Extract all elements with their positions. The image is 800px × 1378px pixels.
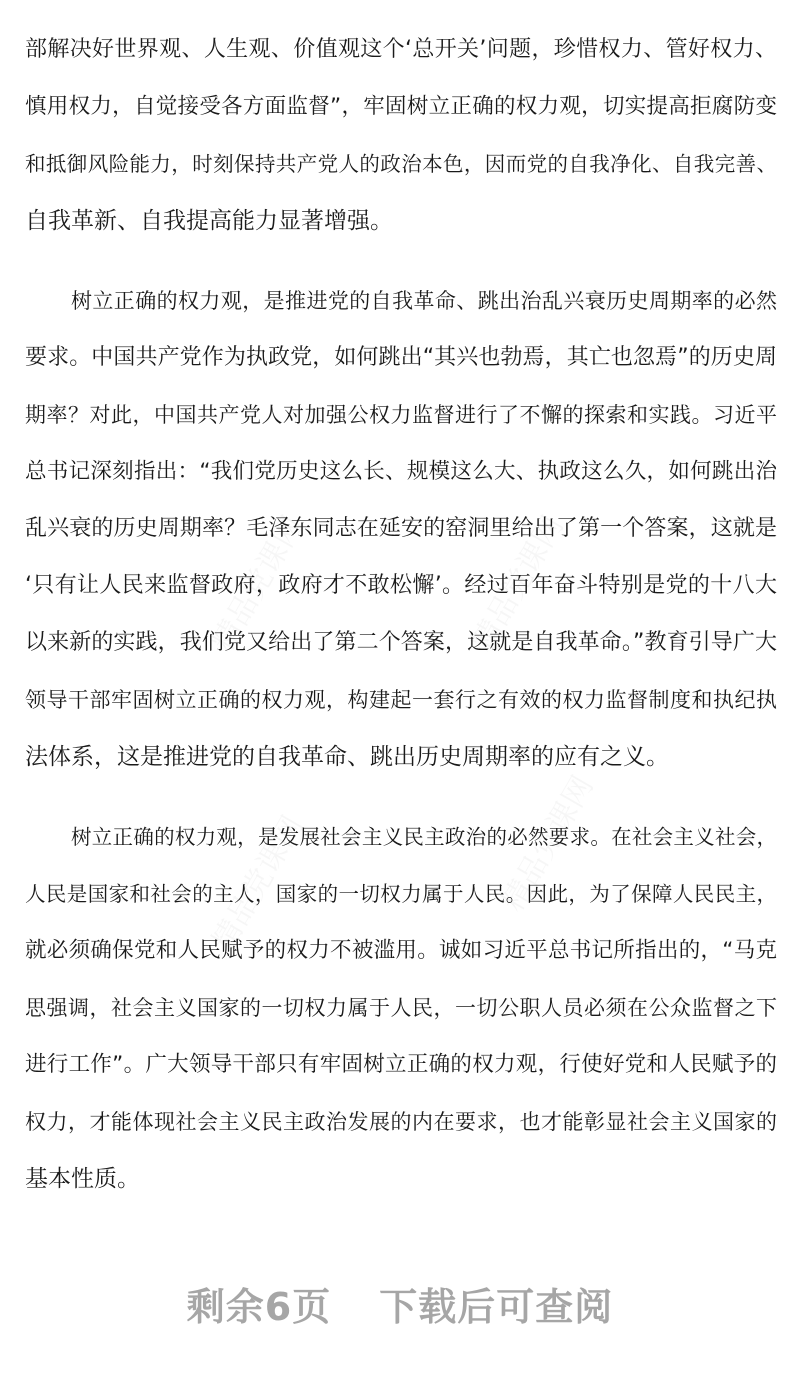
text-line: 基本性质。 bbox=[25, 1166, 140, 1192]
text-line: 要求。中国共产党作为执政党，如何跳出“其兴也勃焉，其亡也忽焉”的历史周 bbox=[25, 345, 777, 370]
text-line: 进行工作”。广大领导干部只有牢固树立正确的权力观，行使好党和人民赋予的 bbox=[25, 1052, 777, 1077]
text-line: 树立正确的权力观，是发展社会主义民主政治的必然要求。在社会主义社会， bbox=[71, 825, 777, 849]
document-body bbox=[25, 28, 777, 1237]
text-line: 和抵御风险能力，时刻保持共产党人的政治本色，因而党的自我净化、自我完善、 bbox=[25, 152, 777, 176]
text-line: ‘只有让人民来监督政府，政府才不敢松懈’。经过百年奋斗特别是党的十八大 bbox=[25, 573, 777, 598]
text-line: 乱兴衰的历史周期率？毛泽东同志在延安的窑洞里给出了第一个答案，这就是 bbox=[25, 516, 777, 541]
download-to-view-label[interactable]: 下载后可查阅 bbox=[379, 1285, 614, 1329]
text-line: 总书记深刻指出：“我们党历史这么长、规模这么大、执政这么久，如何跳出治 bbox=[25, 459, 777, 484]
paragraph bbox=[25, 279, 777, 792]
paragraph bbox=[25, 815, 777, 1214]
paragraph bbox=[25, 28, 777, 256]
text-line: 慎用权力，自觉接受各方面监督”，牢固树立正确的权力观，切实提高拒腐防变 bbox=[25, 94, 777, 119]
text-line: 领导干部牢固树立正确的权力观，构建起一套行之有效的权力监督制度和执纪执 bbox=[25, 688, 777, 712]
text-line: 期率？对此，中国共产党人对加强公权力监督进行了不懈的探索和实践。习近平 bbox=[25, 403, 777, 427]
download-prompt[interactable] bbox=[0, 1276, 800, 1331]
remaining-pages-label: 剩余6页 bbox=[186, 1285, 332, 1329]
text-line: 以来新的实践，我们党又给出了第二个答案，这就是自我革命。”教育引导广大 bbox=[25, 630, 777, 655]
text-line: 人民是国家和社会的主人，国家的一切权力属于人民。因此，为了保障人民民主， bbox=[25, 882, 777, 906]
text-line: 自我革新、自我提高能力显著增强。 bbox=[25, 208, 393, 234]
text-line: 就必须确保党和人民赋予的权力不被滥用。诚如习近平总书记所指出的，“马克 bbox=[25, 938, 777, 963]
text-line: 思强调，社会主义国家的一切权力属于人民，一切公职人员必须在公众监督之下 bbox=[25, 996, 777, 1020]
text-line: 法体系，这是推进党的自我革命、跳出历史周期率的应有之义。 bbox=[25, 744, 669, 770]
text-line: 权力，才能体现社会主义民主政治发展的内在要求，也才能彰显社会主义国家的 bbox=[25, 1110, 777, 1134]
text-line: 部解决好世界观、人生观、价值观这个‘总开关’问题，珍惜权力、管好权力、 bbox=[25, 37, 777, 62]
text-line: 树立正确的权力观，是推进党的自我革命、跳出治乱兴衰历史周期率的必然 bbox=[71, 289, 777, 313]
